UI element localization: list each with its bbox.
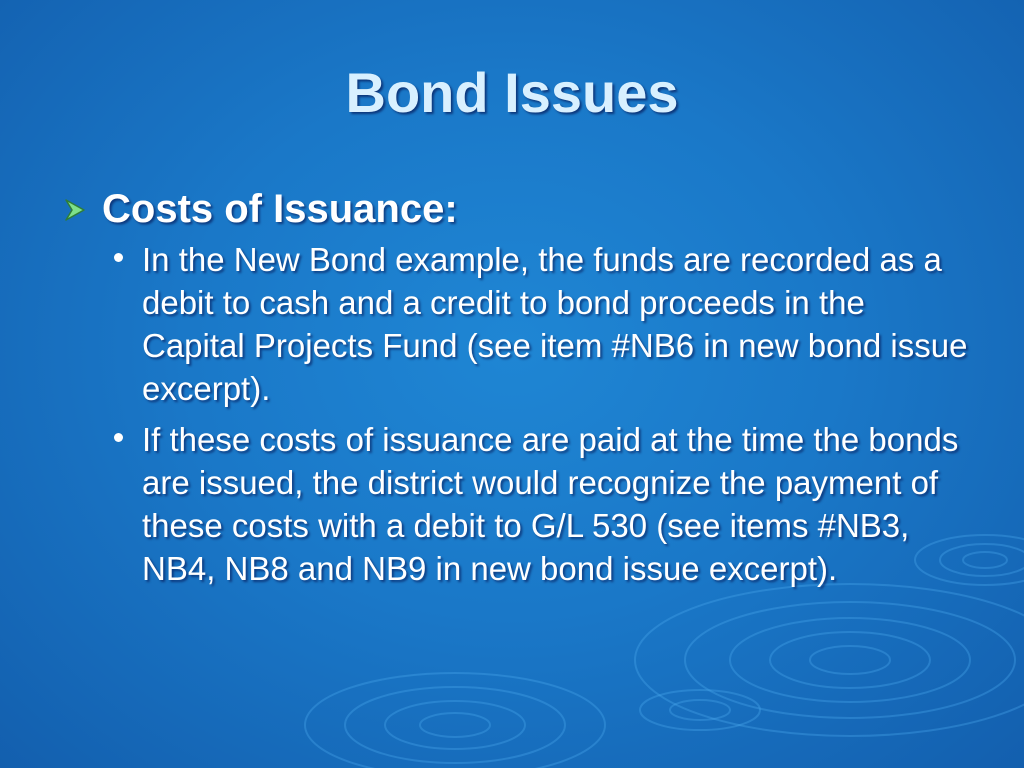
dot-bullet-icon <box>108 418 142 442</box>
arrowhead-bullet-icon <box>64 186 102 227</box>
sub-bullet-text: In the New Bond example, the funds are recorded as a debit to cash and a credit to bond proceeds in the Capital Projects Fund (see item #NB6 in new bond issue excerpt). <box>142 241 968 407</box>
sub-bullet-item <box>108 238 968 410</box>
bullet-item-costs-of-issuance <box>64 186 964 232</box>
sub-bullet-item <box>108 418 968 590</box>
bullet-heading: Costs of Issuance: <box>102 187 458 231</box>
sub-bullet-text: If these costs of issuance are paid at the time the bonds are issued, the district would recognize the payment of these costs with a debit to G/L 530 (see items #NB3, NB4, NB8 and NB9 in new bond issue excerpt). <box>142 421 959 587</box>
dot-bullet-icon <box>108 238 142 262</box>
bullet-list <box>64 186 968 598</box>
sub-bullet-list <box>108 238 968 590</box>
slide-title: Bond Issues <box>345 61 679 124</box>
